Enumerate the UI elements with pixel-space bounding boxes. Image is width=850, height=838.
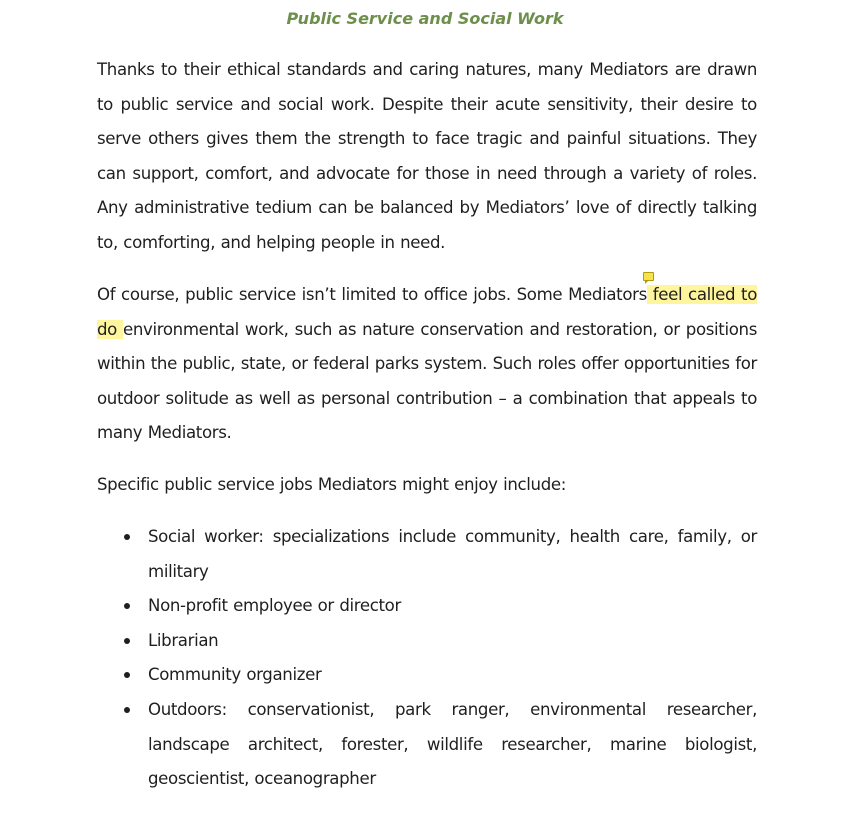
comment-icon[interactable] [643,272,654,281]
list-item-text: Non-profit employee or director [148,596,401,616]
paragraph-intro: Thanks to their ethical standards and caring natures, many Mediators are drawn to public service and social work. Despite their acute sensitivity, their desire to serve others gives them the strength to face tragic and painful situations. They can support, comfort, and advocate for those in need through a variety of roles. Any administrative tedium can be balanced by Mediators’ love of directly talking to, comforting, and helping people in need. [97,60,757,252]
section-heading: Public Service and Social Work [286,9,564,28]
paragraph-list-intro: Specific public service jobs Mediators might enjoy include: [97,475,566,494]
list-item [97,520,757,589]
bullet-icon [124,534,130,540]
paragraph-text-before-highlight: Of course, public service isn’t limited to office jobs. Some Mediators [97,285,647,304]
bullet-icon [124,603,130,609]
list-item-text: Social worker: specializations include community, health care, family, or military [148,527,757,581]
bullet-icon [124,638,130,644]
jobs-list [97,520,757,797]
bullet-icon [124,707,130,713]
highlighted-text-content: feel called to do [97,285,758,339]
list-item-text: Outdoors: conservationist, park ranger, environmental researcher, landscape architect, forester, wildlife researcher, marine biologist, geoscientist, oceanographer [148,699,757,789]
paragraph-text-after-highlight: environmental work, such as nature conservation and restoration, or positions within the public, state, or federal parks system. Such roles offer opportunities for outdoor solitude as well as personal contribution – a combination that appeals to many Mediators. [97,319,757,443]
list-item-text: Community organizer [148,665,322,685]
list-item [97,624,757,659]
list-item [97,658,757,693]
list-item-text: Librarian [148,630,219,650]
list-item [97,589,757,624]
bullet-icon [124,672,130,678]
list-item [97,693,757,797]
paragraph-environmental [97,278,757,451]
